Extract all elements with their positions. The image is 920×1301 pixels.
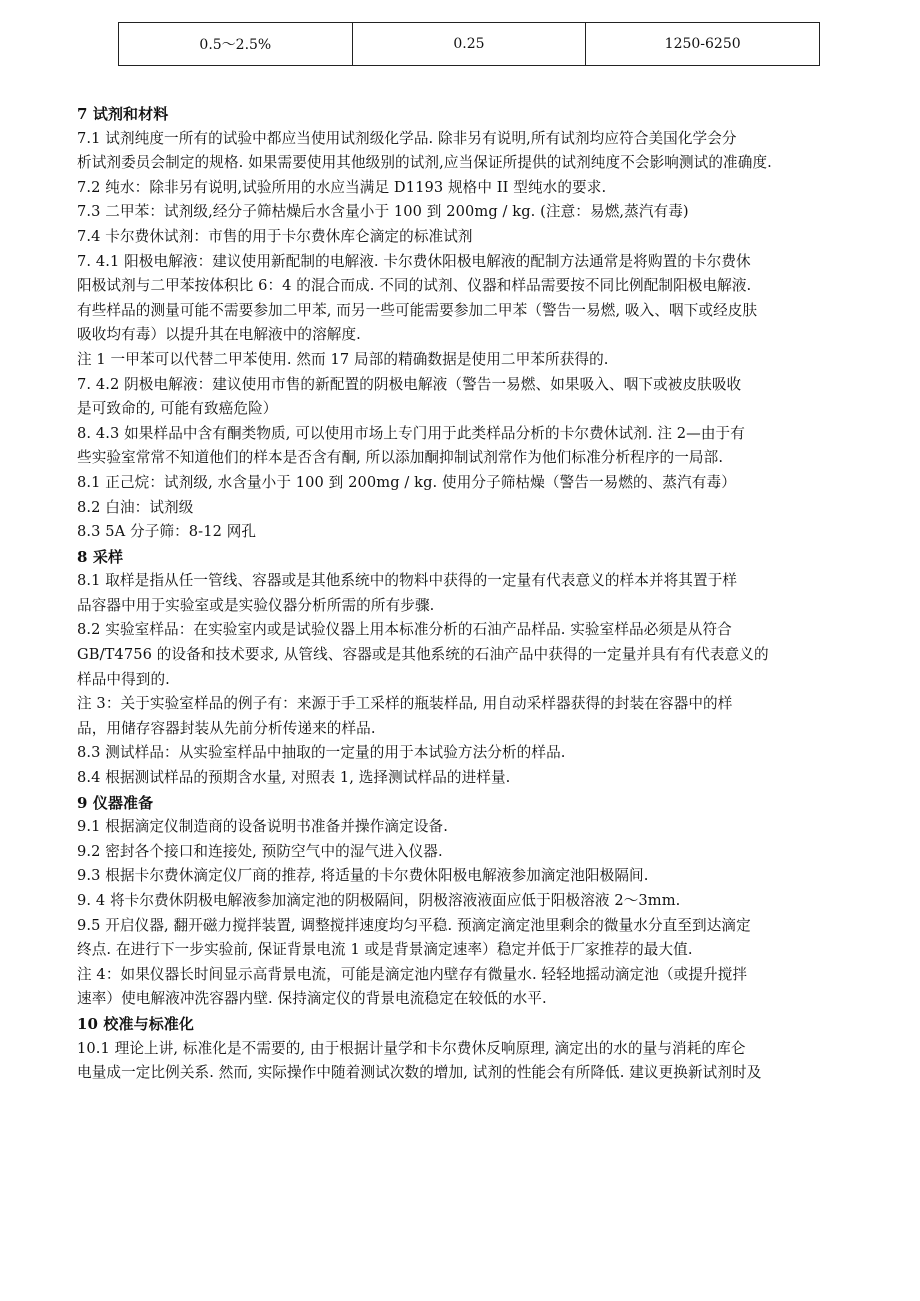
text-line: 注 1 一甲苯可以代替二甲苯使用. 然而 17 局部的精确数据是使用二甲苯所获得的. — [77, 350, 609, 368]
text-line: 9.3 根据卡尔费休滴定仪厂商的推荐, 将适量的卡尔费休阳极电解液参加滴定池阳极隔间. — [77, 867, 649, 885]
text-line: 9. 4 将卡尔费休阴极电解液参加滴定池的阴极隔间，阴极溶液液面应低于阳极溶液 2～3mm. — [77, 892, 681, 909]
section-heading: 9 仪器准备 — [77, 793, 154, 812]
text-line: 注 3：关于实验室样品的例子有：来源于手工采样的瓶装样品, 用自动采样器获得的封装在容器中的样 — [77, 695, 733, 713]
text-line: 8.3 5A 分子筛：8-12 网孔 — [77, 523, 257, 541]
table-cell-water-content: 0.5～2.5% — [119, 23, 353, 66]
text-line: 7.2 纯水：除非另有说明,试验所用的水应当满足 D1193 规格中 II 型纯水的要求. — [77, 178, 607, 196]
text-line: 9.1 根据滴定仪制造商的设备说明书准备并操作滴定设备. — [77, 818, 448, 836]
section-heading: 10 校准与标准化 — [77, 1014, 194, 1033]
text-line: 8. 4.3 如果样品中含有酮类物质, 可以使用市场上专门用于此类样品分析的卡尔费休试剂. 注 2—由于有 — [77, 424, 745, 442]
text-line: 7. 4.2 阴极电解液：建议使用市售的新配置的阴极电解液（警告一易燃、如果吸入、咽下或被皮肤吸收 — [77, 375, 742, 393]
text-line: GB/T4756 的设备和技术要求, 从管线、容器或是其他系统的石油产品中获得的一定量并具有有代表意义的 — [77, 646, 769, 664]
text-line: 吸收均有毒）以提升其在电解液中的溶解度. — [77, 326, 361, 344]
text-line: 7. 4.1 阳极电解液：建议使用新配制的电解液. 卡尔费休阳极电解液的配制方法通常是将购置的卡尔费休 — [77, 252, 751, 270]
text-line: 8.1 正己烷：试剂级, 水含量小于 100 到 200mg / kg. 使用分子筛枯燥（警告一易燃的、蒸汽有毒） — [77, 473, 736, 491]
text-line: 7.4 卡尔费休试剂：市售的用于卡尔费休库仑滴定的标准试剂 — [77, 227, 473, 245]
text-line: 8.3 测试样品：从实验室样品中抽取的一定量的用于本试验方法分析的样品. — [77, 744, 566, 762]
text-line: 析试剂委员会制定的规格. 如果需要使用其他级别的试剂,应当保证所提供的试剂纯度不会影响测试的准确度. — [77, 154, 772, 172]
text-line: 阳极试剂与二甲苯按体积比 6：4 的混合而成. 不同的试剂、仪器和样品需要按不同比例配制阳极电解液. — [77, 277, 752, 295]
table-row — [119, 23, 820, 66]
text-line: 速率）使电解液冲洗容器内壁. 保持滴定仪的背景电流稳定在较低的水平. — [77, 990, 547, 1008]
table-cell-sample-amount: 0.25 — [352, 23, 586, 66]
text-line: 8.2 白油：试剂级 — [77, 498, 194, 516]
table-cell-range: 1250-6250 — [586, 23, 820, 66]
document-body — [77, 102, 857, 1086]
section-heading: 7 试剂和材料 — [77, 105, 169, 123]
text-line: 品，用储存容器封装从先前分析传递来的样品. — [77, 719, 376, 737]
text-line: 些实验室常常不知道他们的样本是否含有酮, 所以添加酮抑制试剂常作为他们标准分析程序的一局部. — [77, 449, 724, 467]
text-line: 10.1 理论上讲, 标准化是不需要的, 由于根据计量学和卡尔费休反响原理, 滴定出的水的量与消耗的库仑 — [77, 1039, 746, 1057]
text-line: 9.5 开启仪器, 翻开磁力搅拌装置, 调整搅拌速度均匀平稳. 预滴定滴定池里剩余的微量水分直至到达滴定 — [77, 916, 751, 934]
text-line: 终点. 在进行下一步实验前, 保证背景电流 1 或是背景滴定速率）稳定并低于厂家推荐的最大值. — [77, 941, 693, 959]
text-line: 品容器中用于实验室或是实验仪器分析所需的所有步骤. — [77, 596, 435, 614]
text-line: 8.2 实验室样品：在实验室内或是试验仪器上用本标准分析的石油产品样品. 实验室样品必须是从符合 — [77, 621, 732, 639]
text-line: 8.4 根据测试样品的预期含水量, 对照表 1, 选择测试样品的进样量. — [77, 769, 511, 787]
text-line: 有些样品的测量可能不需要参加二甲苯, 而另一些可能需要参加二甲苯（警告一易燃, 吸入、咽下或经皮肤 — [77, 301, 758, 319]
section-heading: 8 采样 — [77, 547, 124, 566]
text-line: 电量成一定比例关系. 然而, 实际操作中随着测试次数的增加, 试剂的性能会有所降低. 建议更换新试剂时及 — [77, 1064, 762, 1082]
text-line: 7.3 二甲苯：试剂级,经分子筛枯燥后水含量小于 100 到 200mg / kg. (注意：易燃,蒸汽有毒) — [77, 203, 689, 221]
text-line: 8.1 取样是指从任一管线、容器或是其他系统中的物料中获得的一定量有代表意义的样本并将其置于样 — [77, 572, 738, 590]
text-line: 注 4：如果仪器长时间显示高背景电流，可能是滴定池内壁存有微量水. 轻轻地摇动滴定池（或提升搅拌 — [77, 965, 748, 983]
text-line: 样品中得到的. — [77, 670, 170, 688]
text-line: 9.2 密封各个接口和连接处, 预防空气中的湿气进入仪器. — [77, 842, 443, 860]
text-line: 7.1 试剂纯度一所有的试验中都应当使用试剂级化学品. 除非另有说明,所有试剂均应符合美国化学会分 — [77, 129, 737, 147]
sample-size-table-fragment — [118, 22, 820, 66]
text-line: 是可致命的, 可能有致癌危险） — [77, 400, 278, 418]
